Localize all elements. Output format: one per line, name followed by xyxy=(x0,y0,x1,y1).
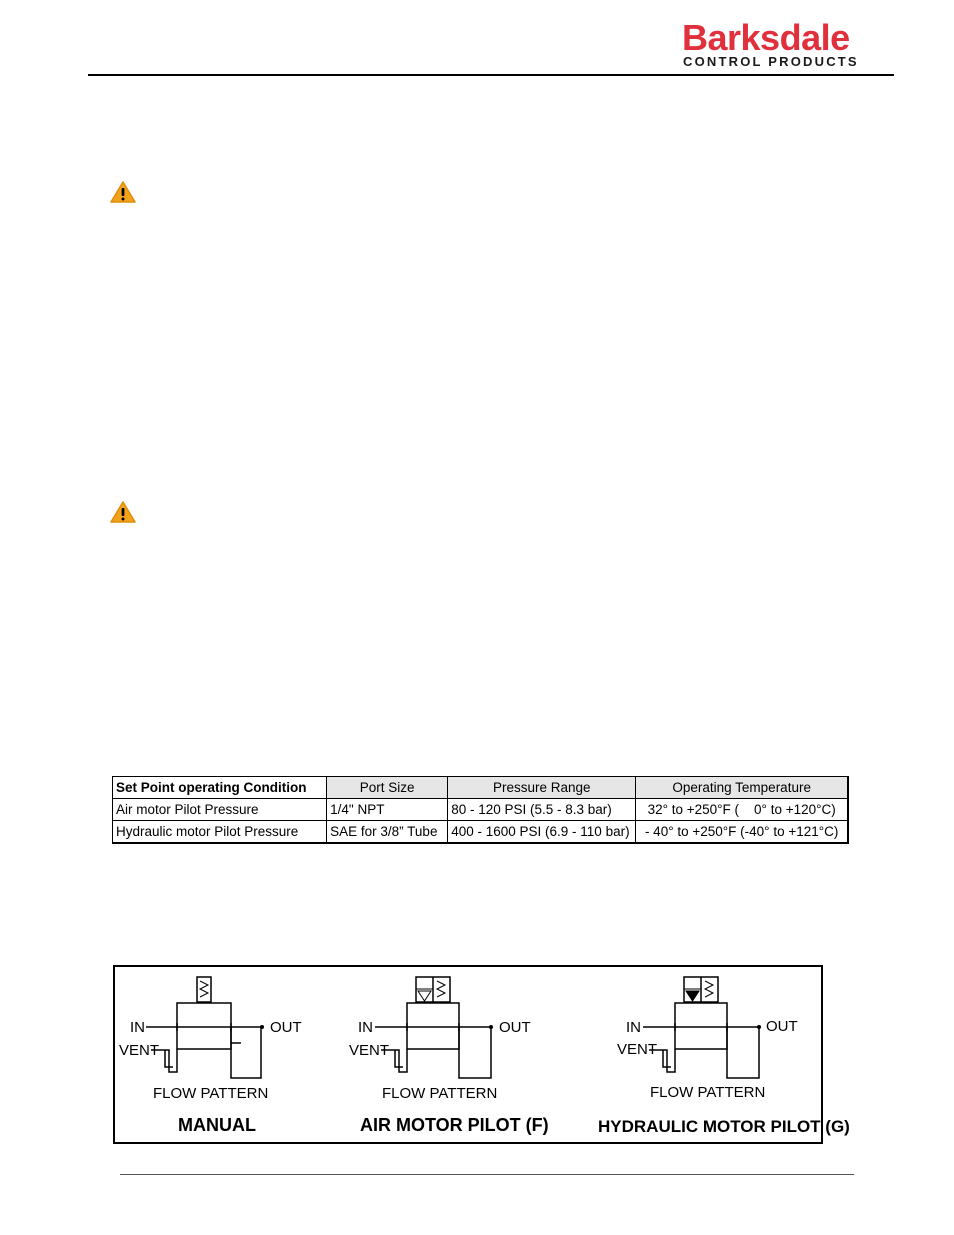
table-header-row xyxy=(113,777,849,799)
table-cell: Air motor Pilot Pressure xyxy=(113,799,327,821)
panel-title: MANUAL xyxy=(178,1115,256,1135)
column-header: Operating Temperature xyxy=(636,777,848,799)
table-cell: 80 - 120 PSI (5.5 - 8.3 bar) xyxy=(448,799,636,821)
column-header: Port Size xyxy=(327,777,448,799)
warning-triangle-icon xyxy=(109,500,137,524)
table-row xyxy=(113,821,849,844)
header-rule xyxy=(88,74,894,76)
table-cell: 400 - 1600 PSI (6.9 - 110 bar) xyxy=(448,821,636,844)
brand-tagline: CONTROL PRODUCTS xyxy=(683,54,859,69)
flow-pattern-label: FLOW PATTERN xyxy=(382,1085,498,1102)
table-cell: 32° to +250°F ( 0° to +120°C) xyxy=(636,799,848,821)
spec-table xyxy=(112,776,849,844)
table-cell: - 40° to +250°F (-40° to +121°C) xyxy=(636,821,848,844)
in-label: IN xyxy=(358,1019,373,1036)
table-cell: SAE for 3/8” Tube xyxy=(327,821,448,844)
out-label: OUT xyxy=(766,1018,798,1035)
footer-rule xyxy=(120,1174,854,1175)
diagram-panel-air-motor-pilot xyxy=(349,977,549,1135)
out-label: OUT xyxy=(499,1019,531,1036)
vent-label: VENT xyxy=(119,1042,160,1059)
column-header: Set Point operating Condition xyxy=(113,777,327,799)
diagram-panel-manual xyxy=(119,977,302,1135)
in-label: IN xyxy=(130,1019,145,1036)
in-label: IN xyxy=(626,1019,641,1036)
brand-logo xyxy=(678,18,870,74)
panel-title: AIR MOTOR PILOT (F) xyxy=(360,1115,549,1135)
out-label: OUT xyxy=(270,1019,302,1036)
column-header: Pressure Range xyxy=(448,777,636,799)
vent-label: VENT xyxy=(349,1042,390,1059)
flow-pattern-label: FLOW PATTERN xyxy=(153,1085,269,1102)
brand-name: Barksdale xyxy=(682,17,850,58)
table-cell: 1/4" NPT xyxy=(327,799,448,821)
table-row xyxy=(113,799,849,821)
valve-flow-diagram xyxy=(113,965,850,1144)
panel-title: HYDRAULIC MOTOR PILOT (G) xyxy=(598,1117,850,1136)
warning-triangle-icon xyxy=(109,180,137,204)
table-cell: Hydraulic motor Pilot Pressure xyxy=(113,821,327,844)
flow-pattern-label: FLOW PATTERN xyxy=(650,1084,766,1101)
diagram-panel-hydraulic-motor-pilot xyxy=(598,977,850,1136)
vent-label: VENT xyxy=(617,1041,658,1058)
